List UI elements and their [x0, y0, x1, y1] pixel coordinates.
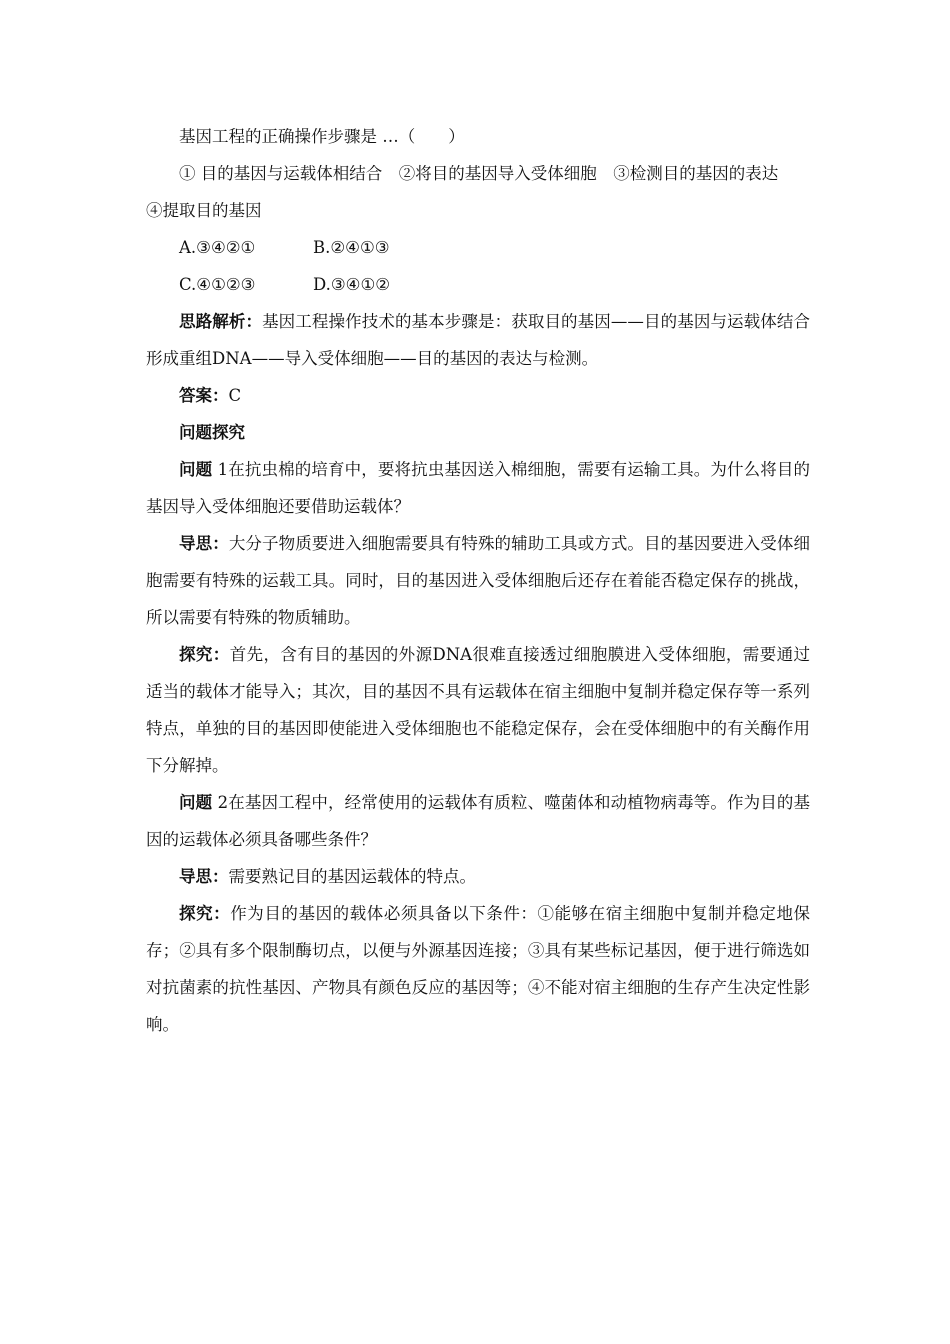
problem2-guide — [146, 858, 810, 895]
problem1-explore-label: 探究： — [179, 645, 230, 664]
question-stem: 基因工程的正确操作步骤是 …（ ） — [179, 127, 465, 146]
problem1-text: 1在抗虫棉的培育中，要将抗虫基因送入棉细胞，需要有运输工具。为什么将目的基因导入受体细胞还要借助运载体？ — [146, 460, 810, 516]
problem2-explore-label: 探究： — [179, 904, 231, 923]
analysis-label: 思路解析： — [179, 312, 263, 331]
problem2-label: 问题 — [179, 793, 213, 812]
problem1-guide-label: 导思： — [179, 534, 229, 553]
analysis-paragraph — [146, 303, 810, 377]
problem2-guide-text: 需要熟记目的基因运载体的特点。 — [228, 867, 476, 886]
problem1-explore-text: 首先，含有目的基因的外源DNA很难直接透过细胞膜进入受体细胞，需要通过适当的载体才能导入；其次，目的基因不具有运载体在宿主细胞中复制并稳定保存等一系列特点，单独的目的基因即使能进入受体细胞也不能稳定保存，会在受体细胞中的有关酶作用下分解掉。 — [146, 645, 810, 775]
answer-value: C — [228, 386, 242, 405]
question-steps-cont: ④提取目的基因 — [146, 201, 262, 220]
answer-label: 答案： — [179, 386, 229, 405]
option-b: B.②④①③ — [313, 238, 390, 257]
question-steps: ① 目的基因与运载体相结合 ②将目的基因导入受体细胞 ③检测目的基因的表达 — [179, 164, 779, 183]
problem1-explore — [146, 636, 810, 784]
problem2-text: 2在基因工程中，经常使用的运载体有质粒、噬菌体和动植物病毒等。作为目的基因的运载体必须具备哪些条件？ — [146, 793, 810, 849]
option-c: C.④①②③ — [179, 275, 256, 294]
problem2-paragraph — [146, 784, 810, 858]
analysis-text: 基因工程操作技术的基本步骤是：获取目的基因——目的基因与运载体结合形成重组DNA——导入受体细胞——目的基因的表达与检测。 — [146, 312, 811, 368]
problem2-guide-label: 导思： — [179, 867, 229, 886]
document-page — [146, 118, 810, 1043]
problem1-guide-text: 大分子物质要进入细胞需要具有特殊的辅助工具或方式。目的基因要进入受体细胞需要有特殊的运载工具。同时，目的基因进入受体细胞后还存在着能否稳定保存的挑战，所以需要有特殊的物质辅助。 — [146, 534, 811, 627]
answer-paragraph — [146, 377, 810, 414]
problem1-guide — [146, 525, 810, 636]
option-a: A.③④②① — [179, 238, 256, 257]
problem2-explore-text: 作为目的基因的载体必须具备以下条件：①能够在宿主细胞中复制并稳定地保存；②具有多个限制酶切点，以便与外源基因连接；③具有某些标记基因，便于进行筛选如对抗菌素的抗性基因、产物具有颜色反应的基因等；④不能对宿主细胞的生存产生决定性影响。 — [146, 904, 811, 1034]
option-d: D.③④①② — [313, 275, 391, 294]
problem1-label: 问题 — [179, 460, 213, 479]
problem1-paragraph — [146, 451, 810, 525]
section-title: 问题探究 — [179, 423, 245, 442]
problem2-explore — [146, 895, 810, 1043]
options-row-2 — [146, 266, 810, 303]
options-row-1 — [146, 229, 810, 266]
